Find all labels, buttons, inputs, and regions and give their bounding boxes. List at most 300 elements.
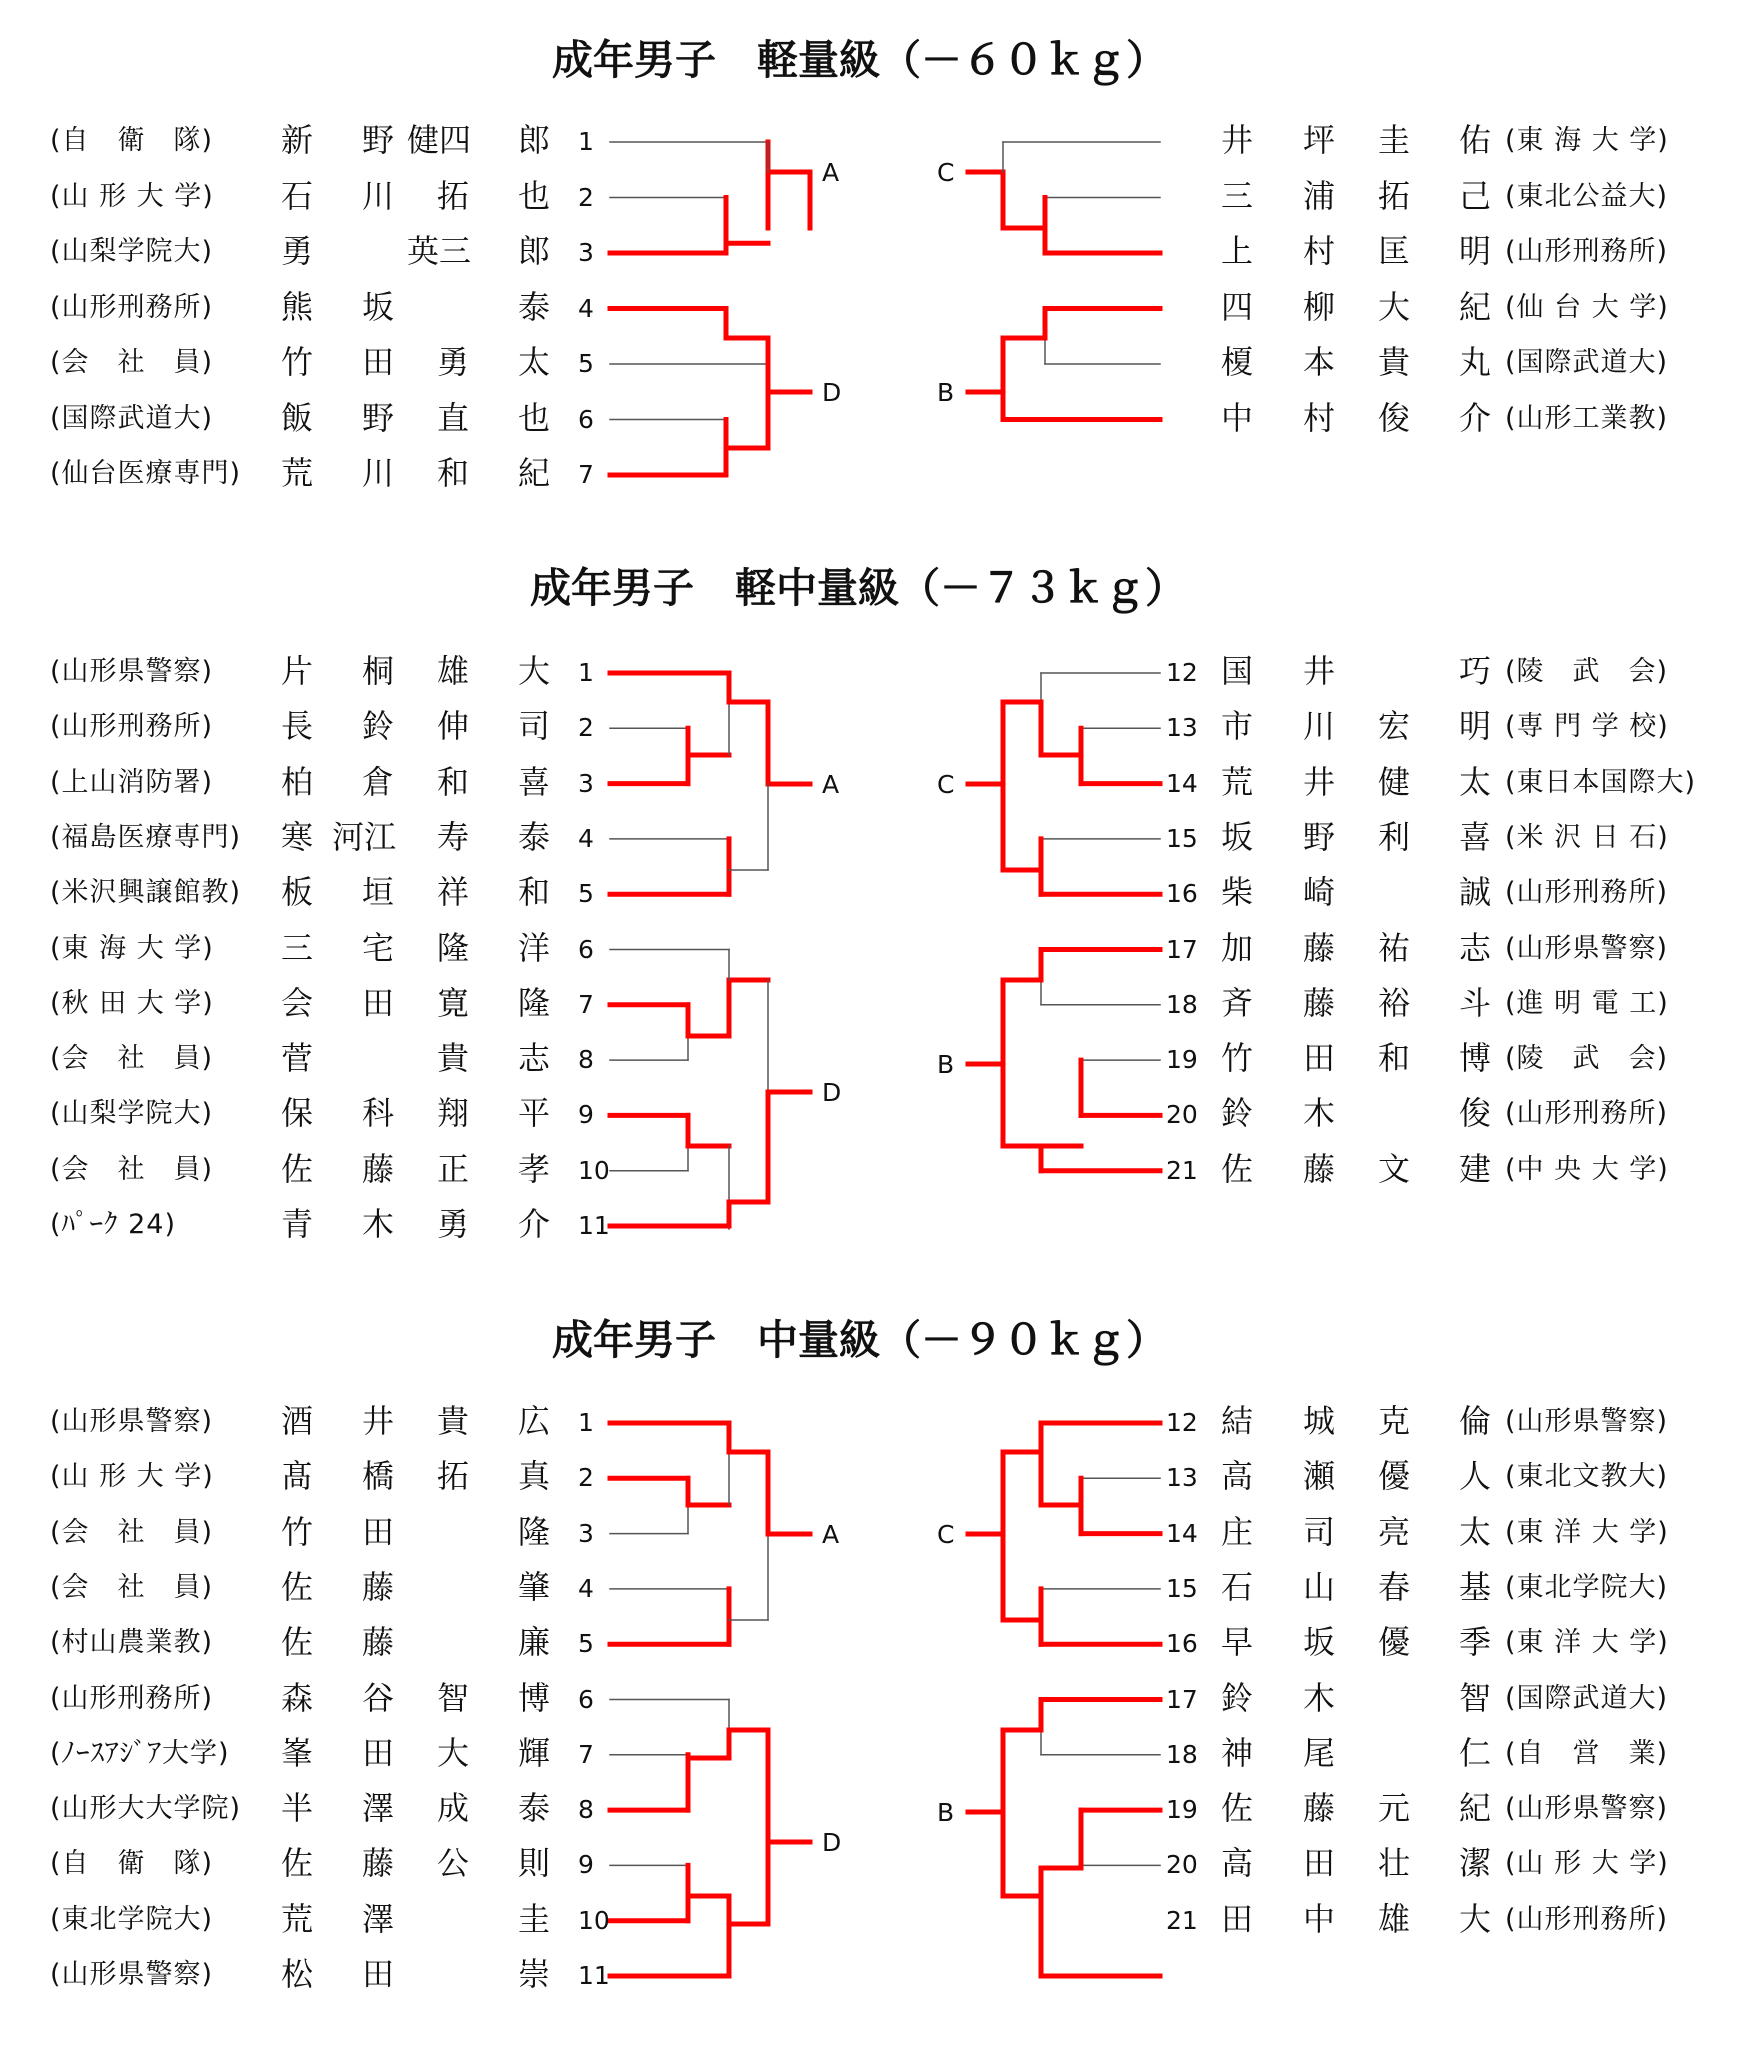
name-char: 竹 — [280, 1512, 313, 1551]
name-char: 俊 — [1377, 398, 1410, 437]
affiliation: (東北学院大) — [1505, 1571, 1669, 1603]
name-char: 泰 — [517, 817, 550, 856]
affiliation: (会 社 員) — [50, 1043, 214, 1075]
seed-number: 10 — [578, 1905, 610, 1935]
name-char: 田 — [361, 1955, 394, 1993]
affiliation: (東 洋 大 学) — [1505, 1516, 1669, 1548]
name-char: 佑 — [1458, 121, 1491, 159]
affiliation: (仙台医療専門) — [50, 458, 242, 489]
seed-number: 4 — [578, 293, 594, 323]
affiliation: (山形刑務所) — [50, 291, 214, 323]
affiliation: (山形刑務所) — [1505, 1903, 1669, 1935]
seed-number: 3 — [578, 1518, 594, 1548]
name-char: 井 — [1302, 762, 1335, 801]
name-char: 和 — [1377, 1039, 1410, 1078]
seed-number: 9 — [578, 1100, 594, 1130]
name-char: 文 — [1377, 1149, 1410, 1188]
name-char: 井 — [1220, 121, 1253, 159]
name-char: 村 — [1302, 232, 1335, 270]
name-char: 酒 — [280, 1402, 313, 1440]
affiliation: (ﾉｰｽｱｼﾞｱ大学) — [50, 1737, 230, 1769]
name-char: 藤 — [361, 1567, 394, 1606]
name-char: 田 — [361, 1733, 394, 1772]
pool-label-D: D — [822, 1078, 842, 1107]
name-char: 藤 — [361, 1623, 394, 1662]
pool-label-C: C — [937, 1520, 955, 1549]
name-char: 藤 — [1302, 1789, 1335, 1828]
name-char: 崇 — [517, 1955, 550, 1993]
seed-number: 18 — [1166, 989, 1198, 1019]
seed-number: 18 — [1166, 1739, 1198, 1769]
name-char: 寒 — [280, 817, 313, 856]
name-char: 匡 — [1377, 232, 1410, 270]
name-char: 川 — [1302, 707, 1335, 746]
name-char: 崎 — [1302, 873, 1335, 912]
name-char: 三 — [280, 928, 313, 967]
affiliation: (国際武道大) — [1505, 347, 1669, 378]
name-char: 仁 — [1458, 1733, 1491, 1772]
name-char: 三 — [1220, 176, 1253, 215]
seed-number: 17 — [1166, 934, 1198, 964]
seed-number: 12 — [1166, 658, 1198, 687]
name-char: 荒 — [1220, 762, 1253, 801]
name-char: 拓 — [1377, 176, 1410, 215]
affiliation: (進 明 電 工) — [1505, 987, 1669, 1019]
seed-number: 7 — [578, 1739, 594, 1769]
name-char: 雄 — [436, 652, 469, 690]
pool-label-A: A — [822, 770, 840, 799]
name-char: 司 — [517, 707, 550, 746]
name-char: 藤 — [1302, 1149, 1335, 1188]
name-char: 公 — [436, 1844, 469, 1883]
affiliation: (東 海 大 学) — [1505, 125, 1669, 156]
name-char: 太 — [1458, 1512, 1491, 1551]
pool-label-B: B — [937, 1798, 955, 1827]
seed-number: 4 — [578, 1573, 594, 1603]
pool-label-C: C — [937, 770, 955, 799]
name-char: 飯 — [280, 398, 313, 437]
name-char: 郎 — [517, 121, 550, 159]
name-char: 田 — [361, 1512, 394, 1551]
name-char: 川 — [361, 176, 394, 215]
affiliation: (山 形 大 学) — [1505, 1848, 1669, 1880]
seed-number: 10 — [578, 1155, 610, 1185]
name-char: 藤 — [361, 1149, 394, 1188]
name-char: 荒 — [280, 454, 313, 492]
name-char: 隆 — [517, 1512, 550, 1551]
name-char: 明 — [1458, 707, 1491, 746]
affiliation: (山形刑務所) — [1505, 877, 1669, 909]
affiliation: (山形県警察) — [1505, 932, 1669, 964]
name-char: 河江 — [331, 817, 396, 856]
name-char: 高 — [1220, 1844, 1253, 1883]
name-char: 片 — [280, 652, 313, 690]
name-char: 加 — [1220, 928, 1253, 967]
name-char: 智 — [1458, 1678, 1491, 1717]
name-char: 板 — [280, 873, 313, 912]
seed-number: 2 — [578, 1463, 594, 1493]
affiliation: (山形刑務所) — [1505, 1098, 1669, 1130]
affiliation: (山形県警察) — [50, 656, 214, 687]
seed-number: 8 — [578, 1795, 594, 1825]
name-char: 坂 — [1302, 1623, 1335, 1662]
pool-label-A: A — [822, 1520, 840, 1549]
affiliation: (東 海 大 学) — [50, 932, 214, 964]
affiliation: (会 社 員) — [50, 1153, 214, 1185]
affiliation: (会 社 員) — [50, 1571, 214, 1603]
name-char: 貴 — [436, 1039, 469, 1078]
name-char: 和 — [436, 454, 469, 492]
name-char: 谷 — [361, 1678, 394, 1717]
name-char: 貴 — [436, 1402, 469, 1440]
name-char: 澤 — [361, 1899, 394, 1938]
name-char: 野 — [361, 121, 394, 159]
seed-number: 19 — [1166, 1795, 1198, 1825]
name-char: 洋 — [517, 928, 550, 967]
affiliation: (山梨学院大) — [50, 236, 214, 267]
section-title: 成年男子 中量級（－９０ｋｇ） — [552, 1316, 1167, 1364]
seed-number: 6 — [578, 1684, 594, 1714]
seed-number: 7 — [578, 460, 594, 489]
name-char: 大 — [436, 1733, 469, 1772]
name-char: 佐 — [280, 1567, 313, 1606]
name-char: 介 — [1458, 398, 1491, 437]
name-char: 元 — [1377, 1789, 1410, 1828]
name-char: 倫 — [1458, 1402, 1491, 1440]
pool-label-C: C — [937, 158, 955, 187]
name-char: 健 — [1377, 762, 1410, 801]
name-char: 澤 — [361, 1789, 394, 1828]
affiliation: (山形刑務所) — [50, 711, 214, 743]
name-char: 半 — [280, 1789, 313, 1828]
name-char: 智 — [436, 1678, 469, 1717]
name-char: 大 — [1377, 287, 1410, 326]
name-char: 上 — [1220, 232, 1253, 270]
name-char: 田 — [1302, 1844, 1335, 1883]
name-char: 圭 — [517, 1899, 550, 1938]
name-char: 国 — [1220, 652, 1253, 690]
name-char: 尾 — [1302, 1733, 1335, 1772]
affiliation: (会 社 員) — [50, 1516, 214, 1548]
seed-number: 16 — [1166, 879, 1198, 909]
name-char: 井 — [361, 1402, 394, 1440]
name-char: 喜 — [517, 762, 550, 801]
seed-number: 13 — [1166, 713, 1198, 743]
name-char: 新 — [280, 121, 313, 159]
affiliation: (自 衛 隊) — [50, 125, 214, 156]
name-char: 城 — [1302, 1402, 1335, 1440]
name-char: 宏 — [1377, 707, 1410, 746]
name-char: 佐 — [1220, 1149, 1253, 1188]
name-char: 鈴 — [361, 707, 394, 746]
name-char: 木 — [361, 1205, 394, 1243]
name-char: 真 — [517, 1457, 550, 1496]
name-char: 市 — [1220, 707, 1253, 746]
name-char: 志 — [517, 1039, 550, 1078]
name-char: 翔 — [436, 1094, 469, 1133]
name-char: 佐 — [280, 1623, 313, 1662]
name-char: 井 — [1302, 652, 1335, 690]
name-char: 也 — [517, 176, 550, 215]
name-char: 倉 — [361, 762, 394, 801]
affiliation: (東北学院大) — [50, 1903, 214, 1935]
affiliation: (自 衛 隊) — [50, 1848, 214, 1880]
name-char: 隆 — [436, 928, 469, 967]
name-char: 克 — [1377, 1402, 1410, 1440]
affiliation: (山形工業教) — [1505, 402, 1669, 434]
seed-number: 6 — [578, 934, 594, 964]
name-char: 潔 — [1458, 1844, 1491, 1883]
name-char: 会 — [280, 983, 313, 1022]
name-char: 壮 — [1377, 1844, 1410, 1883]
name-char: 坂 — [361, 287, 394, 326]
name-char: 亮 — [1377, 1512, 1410, 1551]
seed-number: 17 — [1166, 1684, 1198, 1714]
name-char: 博 — [1458, 1039, 1491, 1078]
seed-number: 6 — [578, 404, 594, 434]
name-char: 拓 — [436, 1457, 469, 1496]
name-char: 石 — [280, 176, 313, 215]
affiliation: (山形県警察) — [50, 1406, 214, 1437]
name-char: 四 — [1220, 287, 1253, 326]
affiliation: (国際武道大) — [1505, 1682, 1669, 1714]
affiliation: (国際武道大) — [50, 402, 214, 434]
name-char: 圭 — [1377, 121, 1410, 159]
name-char: 木 — [1302, 1094, 1335, 1133]
name-char: 勇 — [436, 343, 469, 381]
affiliation: (自 営 業) — [1505, 1737, 1669, 1769]
seed-number: 5 — [578, 1629, 594, 1659]
name-char: 鈴 — [1220, 1678, 1253, 1717]
affiliation: (ﾊﾟｰｸ 24) — [50, 1209, 177, 1240]
name-char: 斉 — [1220, 983, 1253, 1022]
affiliation: (専 門 学 校) — [1505, 711, 1669, 743]
seed-number: 15 — [1166, 1573, 1198, 1603]
name-char: 正 — [436, 1149, 469, 1188]
name-char: 建 — [1458, 1149, 1491, 1188]
name-char: 健四 — [406, 121, 471, 159]
affiliation: (陵 武 会) — [1505, 656, 1669, 687]
name-char: 田 — [361, 343, 394, 381]
name-char: 巧 — [1458, 652, 1491, 690]
name-char: 佐 — [280, 1844, 313, 1883]
seed-number: 4 — [578, 823, 594, 853]
seed-number: 9 — [578, 1850, 594, 1880]
name-char: 荒 — [280, 1899, 313, 1938]
name-char: 熊 — [280, 287, 313, 326]
name-char: 田 — [1302, 1039, 1335, 1078]
name-char: 柴 — [1220, 873, 1253, 912]
name-char: 野 — [361, 398, 394, 437]
name-char: 太 — [1458, 762, 1491, 801]
name-char: 佐 — [280, 1149, 313, 1188]
name-char: 佐 — [1220, 1789, 1253, 1828]
name-char: 紀 — [1458, 1789, 1491, 1828]
name-char: 髙 — [280, 1457, 313, 1496]
affiliation: (東北文教大) — [1505, 1461, 1669, 1493]
affiliation: (山梨学院大) — [50, 1098, 214, 1130]
name-char: 和 — [517, 873, 550, 912]
seed-number: 1 — [578, 1408, 594, 1437]
name-char: 大 — [1458, 1899, 1491, 1938]
affiliation: (陵 武 会) — [1505, 1043, 1669, 1075]
name-char: 宅 — [361, 928, 394, 967]
name-char: 橋 — [361, 1457, 394, 1496]
affiliation: (東 洋 大 学) — [1505, 1627, 1669, 1659]
affiliation: (山形刑務所) — [50, 1682, 214, 1714]
affiliation: (山形刑務所) — [1505, 236, 1669, 267]
name-char: 伸 — [436, 707, 469, 746]
name-char: 則 — [517, 1844, 550, 1883]
seed-number: 21 — [1166, 1905, 1198, 1935]
name-char: 英三 — [406, 232, 471, 270]
name-char: 貴 — [1377, 343, 1410, 381]
name-char: 祐 — [1377, 928, 1410, 967]
affiliation: (東日本国際大) — [1505, 766, 1697, 798]
seed-number: 1 — [578, 127, 594, 156]
name-char: 中 — [1302, 1899, 1335, 1938]
name-char: 菅 — [280, 1039, 313, 1078]
name-char: 野 — [1302, 817, 1335, 856]
seed-number: 3 — [578, 238, 594, 267]
name-char: 廉 — [517, 1623, 550, 1662]
name-char: 松 — [280, 1955, 313, 1993]
name-char: 裕 — [1377, 983, 1410, 1022]
name-char: 坪 — [1302, 121, 1335, 159]
name-char: 川 — [361, 454, 394, 492]
seed-number: 11 — [578, 1211, 610, 1240]
pool-label-D: D — [822, 1828, 842, 1857]
seed-number: 16 — [1166, 1629, 1198, 1659]
affiliation: (福島医療専門) — [50, 821, 242, 853]
name-char: 坂 — [1220, 817, 1253, 856]
name-char: 勇 — [280, 232, 313, 270]
affiliation: (山形県警察) — [1505, 1793, 1669, 1825]
name-char: 明 — [1458, 232, 1491, 270]
seed-number: 15 — [1166, 823, 1198, 853]
name-char: 隆 — [517, 983, 550, 1022]
name-char: 本 — [1302, 343, 1335, 381]
name-char: 郎 — [517, 232, 550, 270]
name-char: 直 — [436, 398, 469, 437]
name-char: 斗 — [1458, 983, 1491, 1022]
pool-label-A: A — [822, 158, 840, 187]
name-char: 輝 — [517, 1733, 550, 1772]
seed-number: 20 — [1166, 1850, 1198, 1880]
name-char: 結 — [1220, 1402, 1253, 1440]
affiliation: (米沢興譲館教) — [50, 877, 242, 909]
name-char: 泰 — [517, 1789, 550, 1828]
pool-label-B: B — [937, 1050, 955, 1079]
affiliation: (山 形 大 学) — [50, 1461, 214, 1493]
affiliation: (山形県警察) — [50, 1959, 214, 1990]
seed-number: 11 — [578, 1961, 610, 1990]
name-char: 祥 — [436, 873, 469, 912]
pool-label-D: D — [822, 378, 842, 407]
name-char: 田 — [1220, 1899, 1253, 1938]
name-char: 長 — [280, 707, 313, 746]
name-char: 和 — [436, 762, 469, 801]
affiliation: (上山消防署) — [50, 766, 214, 798]
name-char: 柳 — [1302, 287, 1335, 326]
affiliation: (秋 田 大 学) — [50, 987, 214, 1019]
name-char: 田 — [361, 983, 394, 1022]
affiliation: (東北公益大) — [1505, 180, 1669, 212]
name-char: 泰 — [517, 287, 550, 326]
affiliation: (山形県警察) — [1505, 1406, 1669, 1437]
seed-number: 2 — [578, 713, 594, 743]
name-char: 志 — [1458, 928, 1491, 967]
name-char: 村 — [1302, 398, 1335, 437]
affiliation: (山形大大学院) — [50, 1793, 242, 1825]
name-char: 石 — [1220, 1567, 1253, 1606]
name-char: 太 — [517, 343, 550, 381]
name-char: 孝 — [517, 1149, 550, 1188]
name-char: 竹 — [280, 343, 313, 381]
name-char: 瀬 — [1302, 1457, 1335, 1496]
name-char: 峯 — [280, 1733, 313, 1772]
name-char: 木 — [1302, 1678, 1335, 1717]
name-char: 平 — [517, 1094, 550, 1133]
name-char: 司 — [1302, 1512, 1335, 1551]
pool-label-B: B — [937, 378, 955, 407]
name-char: 誠 — [1458, 873, 1491, 912]
seed-number: 2 — [578, 182, 594, 212]
name-char: 寿 — [436, 817, 469, 856]
name-char: 介 — [517, 1205, 550, 1243]
name-char: 喜 — [1458, 817, 1491, 856]
seed-number: 21 — [1166, 1155, 1198, 1185]
name-char: 大 — [517, 652, 550, 690]
seed-number: 7 — [578, 989, 594, 1019]
name-char: 科 — [361, 1094, 394, 1133]
name-char: 寛 — [436, 983, 469, 1022]
name-char: 保 — [280, 1094, 313, 1133]
name-char: 神 — [1220, 1733, 1253, 1772]
seed-number: 20 — [1166, 1100, 1198, 1130]
name-char: 早 — [1220, 1623, 1253, 1662]
name-char: 高 — [1220, 1457, 1253, 1496]
name-char: 也 — [517, 398, 550, 437]
name-char: 垣 — [361, 873, 394, 912]
affiliation: (会 社 員) — [50, 347, 214, 378]
name-char: 庄 — [1220, 1512, 1253, 1551]
name-char: 紀 — [517, 454, 550, 492]
name-char: 紀 — [1458, 287, 1491, 326]
name-char: 浦 — [1302, 176, 1335, 215]
name-char: 優 — [1377, 1457, 1410, 1496]
seed-number: 13 — [1166, 1463, 1198, 1493]
name-char: 鈴 — [1220, 1094, 1253, 1133]
name-char: 人 — [1458, 1457, 1491, 1496]
affiliation: (米 沢 日 石) — [1505, 821, 1669, 853]
seed-number: 5 — [578, 879, 594, 909]
name-char: 青 — [280, 1205, 313, 1243]
seed-number: 14 — [1166, 1518, 1198, 1548]
seed-number: 5 — [578, 349, 594, 378]
name-char: 博 — [517, 1678, 550, 1717]
name-char: 柏 — [280, 762, 313, 801]
name-char: 基 — [1458, 1567, 1491, 1606]
seed-number: 3 — [578, 768, 594, 798]
name-char: 藤 — [1302, 928, 1335, 967]
name-char: 広 — [517, 1402, 550, 1440]
name-char: 雄 — [1377, 1899, 1410, 1938]
affiliation: (中 央 大 学) — [1505, 1153, 1669, 1185]
name-char: 藤 — [1302, 983, 1335, 1022]
name-char: 春 — [1377, 1567, 1410, 1606]
section-title: 成年男子 軽中量級（－７３ｋｇ） — [530, 564, 1186, 612]
